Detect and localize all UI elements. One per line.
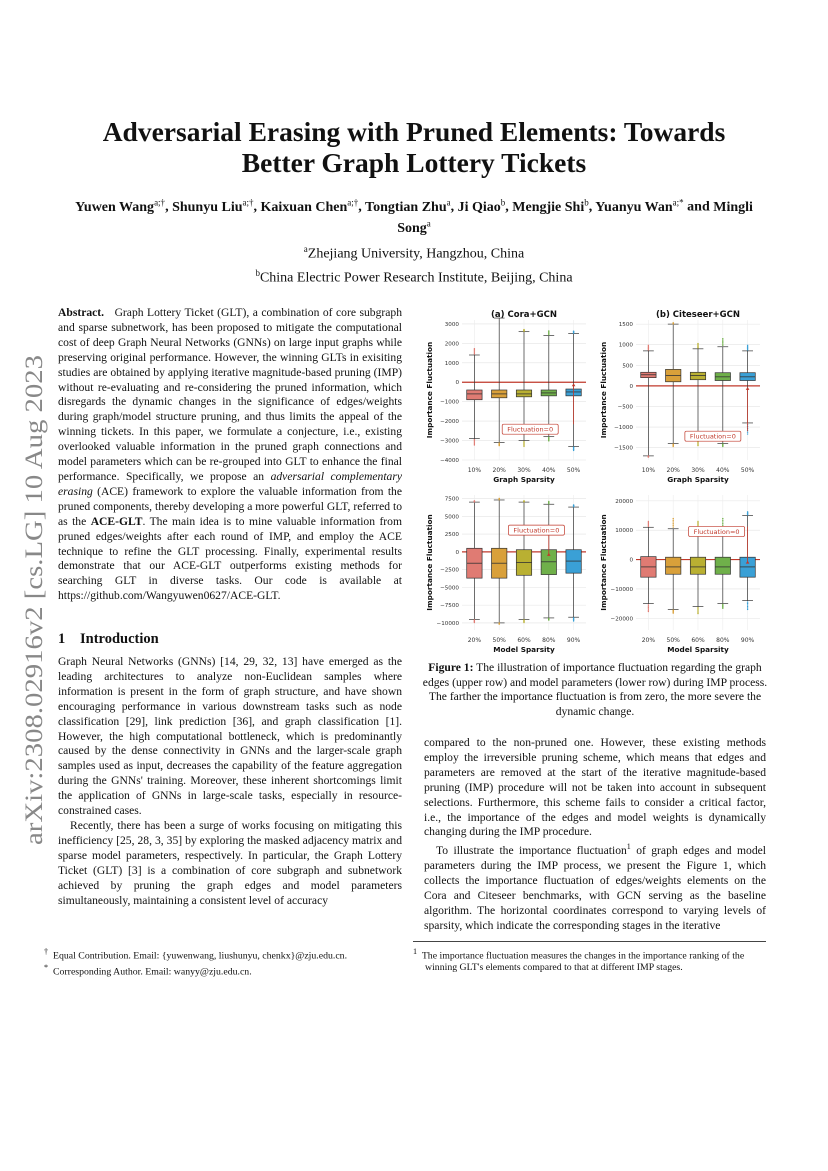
y-tick-label: −1000	[440, 399, 459, 406]
outlier-point	[722, 342, 723, 343]
annotation-text: Fluctuation=0	[513, 526, 560, 535]
y-tick-label: 7500	[444, 496, 459, 503]
outlier-point	[673, 521, 674, 522]
author: Yuanyu Wan$^{a;*}$	[595, 197, 684, 215]
y-tick-label: 2500	[444, 532, 459, 539]
outlier-point	[648, 604, 649, 605]
right-paragraph-2b: of graph edges and model parameters during the IMP process, we present the Figure 1, which collects the importance fluctuation of edges/weights elements on the Cora and Citeseer benchmarks, with GCN serving as the baseline algorithm. The horizontal coordinates correspond to varying levels of sparsity, which indicate the corresponding stages in the iterative	[424, 844, 766, 932]
section-title: Introduction	[80, 631, 159, 648]
y-tick-label: −10000	[610, 586, 633, 593]
author: Yuwen Wang$^{a;\dagger}$	[75, 197, 166, 215]
outlier-point	[722, 338, 723, 339]
outlier-point	[747, 609, 748, 610]
x-tick-label: 90%	[740, 637, 755, 644]
author-affiliation-mark: b	[500, 197, 506, 207]
outlier-point	[648, 608, 649, 609]
outlier-point	[722, 341, 723, 342]
outlier-point	[722, 521, 723, 522]
y-tick-label: −5000	[440, 585, 459, 592]
annotation-text: Fluctuation=0	[689, 432, 736, 441]
outlier-point	[747, 606, 748, 607]
arxiv-stamp-text: arXiv:2308.02916v2 [cs.LG] 10 Aug 2023	[19, 410, 48, 845]
footnote-text: Corresponding Author. Email: wanyy@zju.edu.cn.	[52, 966, 252, 978]
title-line-1: Adversarial Erasing with Pruned Elements: Towards	[102, 116, 726, 147]
outlier-point	[747, 603, 748, 604]
outlier-point	[747, 433, 748, 434]
footnote-text: Equal Contribution. Email: {yuwenwang, liushunyu, chenkx}@zju.edu.cn.	[52, 950, 348, 962]
x-tick-label: 10%	[467, 467, 482, 474]
y-tick-label: −1000	[614, 425, 633, 432]
author-affiliation-mark: a;*	[672, 197, 684, 207]
paper-title	[60, 116, 768, 178]
right-paragraph-2	[424, 840, 766, 933]
outlier-point	[648, 456, 649, 457]
x-tick-label: 50%	[666, 637, 680, 644]
x-tick-label: 90%	[566, 637, 581, 644]
outlier-point	[747, 345, 748, 346]
outlier-point	[474, 622, 475, 623]
right-paragraph-2a: To illustrate the importance fluctuation	[436, 844, 627, 858]
x-axis-label: Model Sparsity	[493, 645, 555, 654]
outlier-point	[722, 343, 723, 344]
outlier-point	[747, 511, 748, 512]
chart-title: (b) Citeseer+GCN	[655, 310, 741, 320]
abstract-emphasis: adversarial complementary erasing	[58, 469, 402, 498]
abstract-text-1: Graph Lottery Ticket (GLT), a combination of core subgraph and sparse subnetwork, has been proposed to mitigate the computational cost of deep Graph Neural Networks (GNNs) on large input graphs while preserving original performance. However, the winning GLTs in exisiting studies are obtained by applying iterative magnitude-based pruning (IMP) without re-evaluating and re-considering the pruned information, which disregards the dynamic changes in the significance of edges/weights during graph/model structure pruning, and thus limits the appeal of the winning tickets. In this paper, we formulate a conjecture, i.e., existing overlooked valuable information in the pruned graph connections and model parameters which can be re-grouped into GLT to enhance the final performance. Specifically, we propose an	[58, 306, 402, 483]
y-tick-label: 5000	[444, 514, 459, 521]
x-tick-label: 60%	[691, 637, 705, 644]
author-conjunction: and	[687, 199, 710, 215]
abstract-label: Abstract.	[58, 306, 105, 319]
outlier-point	[673, 322, 674, 323]
footnote-corresponding	[44, 962, 414, 978]
section-heading	[58, 632, 402, 647]
outlier-point	[499, 623, 500, 624]
outlier-point	[747, 601, 748, 602]
outlier-point	[722, 339, 723, 340]
footnote-equal-contribution	[44, 946, 414, 962]
outlier-point	[648, 521, 649, 522]
outlier-point	[722, 518, 723, 519]
intro-paragraph-1: Graph Neural Networks (GNNs) [14, 29, 32, 13] have emerged as the leading architectures to analyze non-Euclidean samples where information is present in the form of graph structure, and have shown encouraging performance in various downstream tasks such as node classification [29], link prediction [36], and graph classification [1]. However, the high computational bottleneck, which is predominantly caused by the dense connectivity in GNNs and the larger-scale graph samples used as input, decreases the capability of the feature aggregation during the GNNs' training. Moreover, these inherent shortcomings limit the application of GNNs in large-scale tasks, especially in resource-constrained cases.	[58, 655, 402, 818]
box	[467, 390, 482, 400]
box	[690, 557, 705, 574]
y-tick-label: 1000	[618, 342, 633, 349]
right-paragraph-1: compared to the non-pruned one. However, these existing methods employ the irreversible pruning scheme, which means that edges and parameters are removed at the start of the iterative magnitude-based pruning (IMP) procedure will not be taken into account in subsequent selections. Furthermore, this scheme fails to consider a critical factor, i.e., the importance of the edges and model weights is dynamically changing during the IMP procedure.	[424, 736, 766, 839]
abstract	[58, 306, 402, 604]
footnote-marker: 1	[626, 842, 631, 852]
y-tick-label: −3000	[440, 438, 459, 445]
left-footnotes	[44, 946, 414, 979]
outlier-point	[722, 446, 723, 447]
right-column	[424, 736, 766, 934]
author-list: Yuwen Wang$^{a;\dagger}$, Shunyu Liu$^{a;\dagger}$, Kaixuan Chen$^{a;\dagger}$, Tongtian Zhu$^a$, Ji Qiao$^b$, Mengjie Shi$^b$, Yuanyu Wan$^{a;*}$ and Mingli Song$^a$	[75, 197, 753, 237]
abstract-method-name: ACE-GLT	[90, 514, 143, 528]
outlier-point	[673, 518, 674, 519]
outlier-point	[697, 445, 698, 446]
chart-title: (a) Cora+GCN	[491, 310, 557, 320]
outlier-point	[548, 330, 549, 331]
outlier-point	[474, 500, 475, 501]
x-tick-label: 30%	[517, 467, 531, 474]
x-tick-label: 20%	[666, 467, 680, 474]
x-tick-label: 20%	[467, 637, 482, 644]
y-tick-label: −20000	[610, 616, 633, 623]
affiliations	[60, 240, 768, 287]
affiliation: $^a$Zhejiang University, Hangzhou, China	[303, 244, 525, 262]
outlier-point	[499, 498, 500, 499]
section-number: 1	[58, 631, 66, 648]
y-axis-label: Importance Fluctuation	[599, 514, 608, 611]
affiliation: $^b$China Electric Power Research Institute, Beijing, China	[255, 267, 573, 286]
box	[516, 390, 531, 397]
annotation-arrowhead	[746, 387, 750, 390]
annotation-text: Fluctuation=0	[507, 425, 554, 434]
outlier-point	[548, 619, 549, 620]
outlier-point	[747, 432, 748, 433]
y-axis-label: Importance Fluctuation	[425, 341, 434, 439]
y-tick-label: −7500	[440, 603, 459, 610]
x-axis-label: Graph Sparsity	[667, 475, 729, 484]
outlier-point	[573, 330, 574, 331]
outlier-point	[648, 606, 649, 607]
outlier-point	[673, 520, 674, 521]
outlier-point	[673, 523, 674, 524]
y-tick-label: −1500	[614, 445, 633, 452]
outlier-point	[747, 607, 748, 608]
footnote-mark: 1	[413, 947, 418, 956]
author: Shunyu Liu$^{a;\dagger}$	[172, 197, 254, 215]
outlier-point	[523, 329, 524, 330]
y-tick-label: 2000	[444, 341, 459, 348]
x-tick-label: 50%	[492, 637, 506, 644]
x-tick-label: 60%	[517, 637, 531, 644]
title-line-2: Better Graph Lottery Tickets	[241, 147, 587, 178]
footnote-rule	[413, 941, 766, 942]
outlier-point	[673, 525, 674, 526]
outlier-point	[548, 440, 549, 441]
footnote-importance	[413, 946, 769, 974]
y-tick-label: −10000	[436, 620, 459, 627]
right-footnote	[413, 946, 769, 974]
y-tick-label: −2000	[440, 419, 459, 426]
y-tick-label: 1000	[444, 360, 459, 367]
abstract-text-3: . The main idea is to mine valuable information from pruned edges/weights after each round of IMP, and employ the ACE technique to refine the GLT processing. Finally, experimental results demonstrate that our ACE-GLT outperforms existing methods for searching GLT in diverse tasks. Our code is available at https://github.com/Wangyuwen0627/ACE-GLT.	[58, 514, 402, 603]
y-tick-label: 0	[629, 557, 633, 564]
box	[715, 557, 730, 574]
outlier-point	[648, 609, 649, 610]
author-affiliation-mark: b	[584, 197, 589, 207]
x-tick-label: 80%	[542, 637, 556, 644]
y-tick-label: 0	[455, 380, 459, 387]
x-tick-label: 40%	[542, 467, 556, 474]
outlier-point	[474, 348, 475, 349]
outlier-point	[573, 620, 574, 621]
x-axis-label: Graph Sparsity	[493, 475, 555, 484]
intro-paragraph-2: Recently, there has been a surge of works focusing on mitigating this inefficiency [25, 28, 3, 35] by exploring the masked adjacency matrix and sparse model parameters, respectively. In particular, the Graph Lottery Ticket (GLT) [3] is a combination of core subgraph and subnetwork achieved by pruning the graph edges and model parameters simultaneously, maintaining a consistent level of accuracy	[58, 819, 402, 907]
outlier-point	[573, 504, 574, 505]
author: Ji Qiao$^b$	[457, 197, 506, 215]
outlier-point	[722, 525, 723, 526]
left-column	[58, 306, 402, 908]
figure-1-charts	[418, 300, 778, 660]
x-tick-label: 40%	[716, 467, 730, 474]
y-tick-label: 1500	[618, 322, 633, 329]
abstract-text-2: (ACE) framework to explore the valuable information from the pruned components, thereby developing a more powerful GLT, referred to as the	[58, 484, 402, 528]
y-tick-label: 0	[455, 549, 459, 556]
footnote-mark: †	[44, 947, 49, 956]
box	[666, 557, 681, 574]
author: Mingli Song$^a$	[397, 199, 753, 237]
box	[690, 372, 705, 379]
y-tick-label: −2500	[440, 567, 459, 574]
outlier-point	[548, 501, 549, 502]
outlier-point	[648, 345, 649, 346]
y-axis-label: Importance Fluctuation	[599, 341, 608, 439]
y-tick-label: −500	[617, 404, 633, 411]
y-tick-label: 20000	[615, 498, 633, 505]
author-affiliation-mark: a;†	[347, 197, 359, 207]
caption-label: Figure 1:	[428, 661, 474, 674]
outlier-point	[722, 520, 723, 521]
author: Kaixuan Chen$^{a;\dagger}$	[260, 197, 359, 215]
footnote-text: The importance fluctuation measures the changes in the importance ranking of the winning GLT's elements compared to that at different IMP stages.	[421, 950, 745, 974]
x-tick-label: 30%	[691, 467, 705, 474]
outlier-point	[523, 500, 524, 501]
outlier-point	[673, 526, 674, 527]
outlier-point	[523, 622, 524, 623]
figure-caption	[416, 661, 774, 719]
outlier-point	[648, 611, 649, 612]
author-affiliation-mark: a;†	[242, 197, 254, 207]
outlier-point	[722, 523, 723, 524]
y-tick-label: 3000	[444, 321, 459, 328]
x-tick-label: 10%	[641, 467, 656, 474]
outlier-point	[673, 446, 674, 447]
y-tick-label: −4000	[440, 458, 459, 464]
y-tick-label: 10000	[615, 528, 633, 535]
author: Mengjie Shi$^b$	[512, 197, 589, 215]
arxiv-stamp	[12, 355, 52, 845]
y-tick-label: 500	[622, 363, 633, 370]
outlier-point	[673, 612, 674, 613]
x-tick-label: 80%	[716, 637, 730, 644]
footnote-mark: *	[44, 963, 49, 973]
outlier-point	[697, 343, 698, 344]
outlier-point	[697, 521, 698, 522]
outlier-point	[722, 608, 723, 609]
outlier-point	[474, 444, 475, 445]
x-tick-label: 20%	[492, 467, 506, 474]
y-tick-label: 0	[629, 383, 633, 390]
annotation-arrowhead	[572, 383, 576, 386]
outlier-point	[648, 607, 649, 608]
outlier-point	[499, 445, 500, 446]
author-affiliation-mark: a	[446, 197, 451, 207]
author: Tongtian Zhu$^a$	[365, 197, 451, 215]
y-axis-label: Importance Fluctuation	[425, 514, 434, 611]
x-axis-label: Model Sparsity	[667, 645, 729, 654]
x-tick-label: 50%	[566, 467, 581, 474]
outlier-point	[722, 345, 723, 346]
outlier-point	[573, 450, 574, 451]
figure-1	[418, 300, 778, 660]
author-affiliation-mark: a;†	[154, 197, 166, 207]
x-tick-label: 20%	[641, 637, 656, 644]
outlier-point	[697, 613, 698, 614]
outlier-point	[523, 446, 524, 447]
author-affiliation-mark: a	[426, 218, 431, 229]
outlier-point	[747, 604, 748, 605]
caption-text: The illustration of importance fluctuation regarding the graph edges (upper row) and model parameters (lower row) during IMP process. The farther the importance fluctuation is from zero, the more severe the dynamic change.	[422, 661, 768, 718]
annotation-text: Fluctuation=0	[693, 527, 740, 536]
x-tick-label: 50%	[740, 467, 755, 474]
